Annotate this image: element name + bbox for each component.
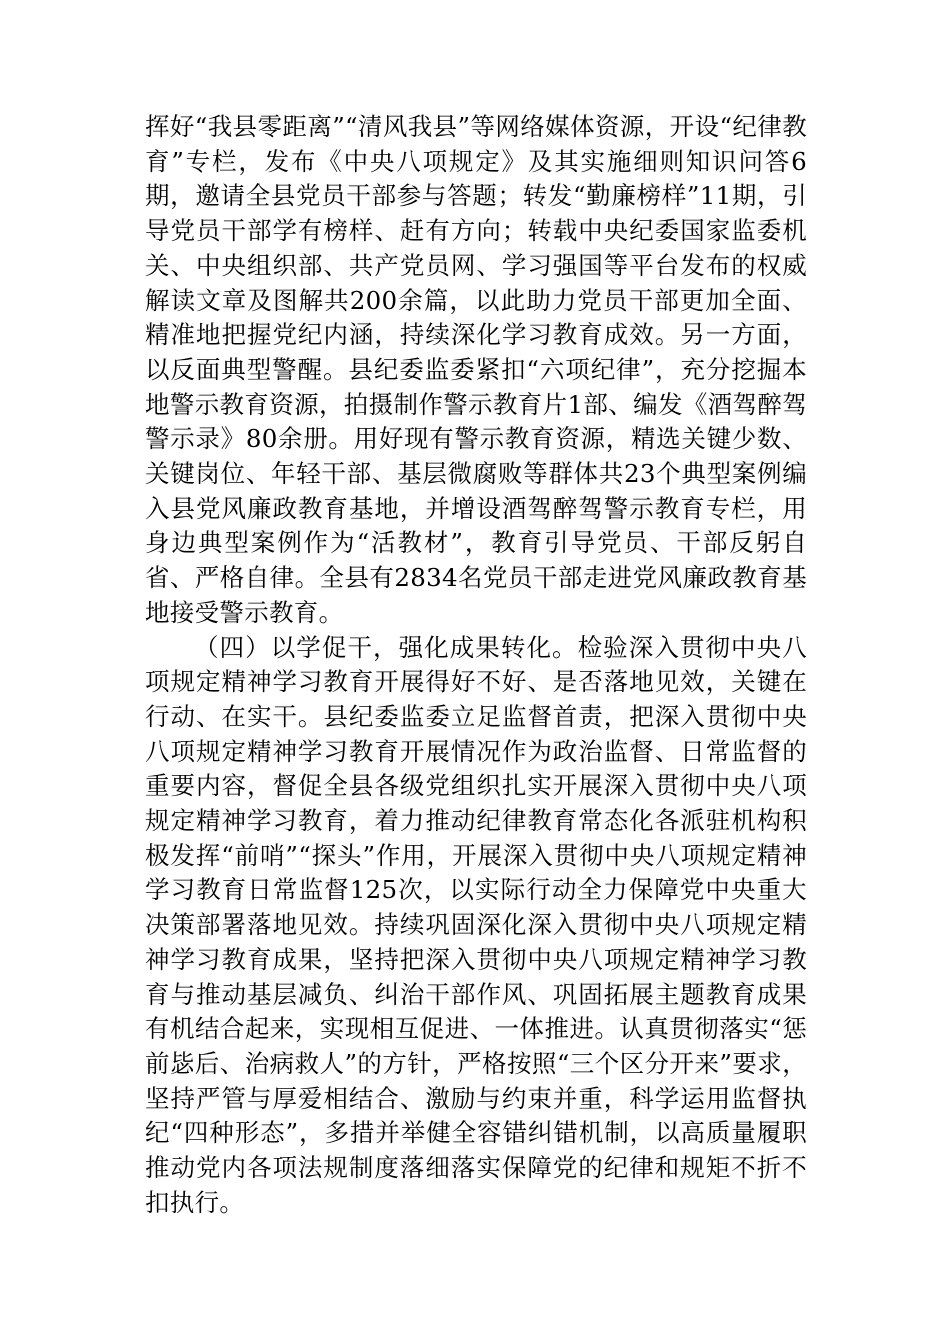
body-paragraph-continued: 挥好“我县零距离”“清风我县”等网络媒体资源，开设“纪律教育”专栏，发布《中央八项规定》及其实施细则知识问答6期，邀请全县党员干部参与答题；转发“勤廉榜样”11期，引导党员干部学有榜样、赶有方向；转载中央纪委国家监委机关、中央组织部、共产党员网、学习强国等平台发布的权威解读文章及图解共200余篇，以此助力党员干部更加全面、精准地把握党纪内涵，持续深化学习教育成效。另一方面，以反面典型警醒。县纪委监委紧扣“六项纪律”，充分挖掘本地警示教育资源，拍摄制作警示教育片1部、编发《酒驾醉驾警示录》80余册。用好现有警示教育资源，精选关键少数、关键岗位、年轻干部、基层微腐败等群体共23个典型案例编入县党风廉政教育基地，并增设酒驾醉驾警示教育专栏，用身边典型案例作为“活教材”，教育引导党员、干部反躬自省、严格自律。全县有2834名党员干部走进党风廉政教育基地接受警示教育。	[145, 112, 807, 627]
body-paragraph-section-four: （四）以学促干，强化成果转化。检验深入贯彻中央八项规定精神学习教育开展得好不好、是否落地见效，关键在行动、在实干。县纪委监委立足监督首责，把深入贯彻中央八项规定精神学习教育开展情况作为政治监督、日常监督的重要内容，督促全县各级党组织扎实开展深入贯彻中央八项规定精神学习教育，着力推动纪律教育常态化各派驻机构积极发挥“前哨”“探头”作用，开展深入贯彻中央八项规定精神学习教育日常监督125次，以实际行动全力保障党中央重大决策部署落地见效。持续巩固深化深入贯彻中央八项规定精神学习教育成果，坚持把深入贯彻中央八项规定精神学习教育与推动基层减负、纠治干部作风、巩固拓展主题教育成果有机结合起来，实现相互促进、一体推进。认真贯彻落实“惩前毖后、治病救人”的方针，严格按照“三个区分开来”要求，坚持严管与厚爱相结合、激励与约束并重，科学运用监督执纪“四种形态”，多措并举健全容错纠错机制，以高质量履职推动党内各项法规制度落细落实保障党的纪律和规矩不折不扣执行。	[145, 632, 807, 1217]
document-body	[145, 110, 807, 1221]
